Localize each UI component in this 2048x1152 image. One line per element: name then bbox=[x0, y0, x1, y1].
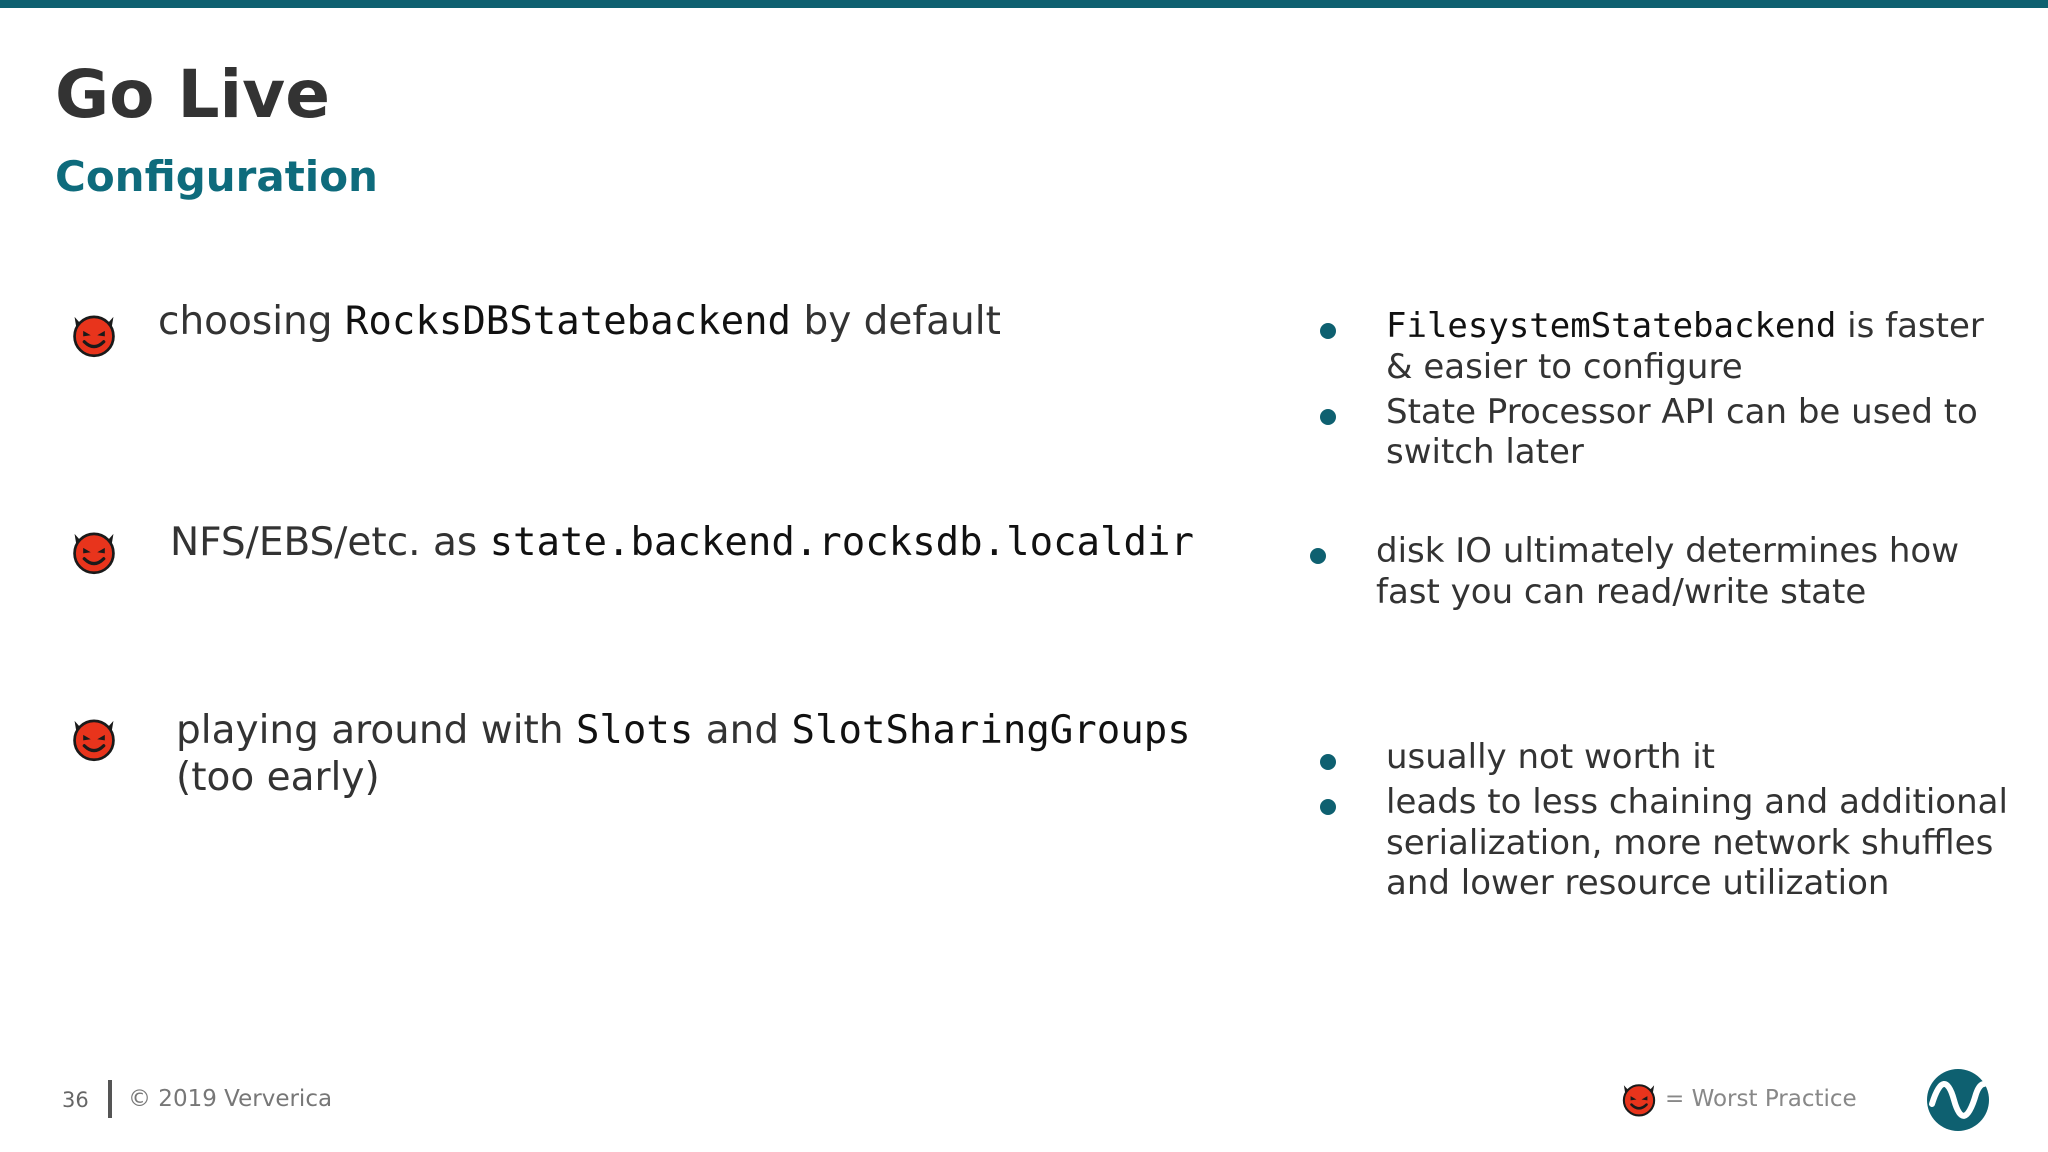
page-number: 36 bbox=[62, 1088, 89, 1112]
legend-label: = Worst Practice bbox=[1665, 1086, 1857, 1112]
devil-icon bbox=[67, 522, 121, 576]
worst-practice-text-2: NFS/EBS/etc. as state.backend.rocksdb.localdir bbox=[170, 520, 1194, 565]
worst-practice-text-3: playing around with Slots and SlotSharingGroups (too early) bbox=[176, 708, 1191, 800]
bullet-dot bbox=[1320, 799, 1336, 815]
bullet-dot bbox=[1320, 754, 1336, 770]
worst-practice-text-1: choosing RocksDBStatebackend by default bbox=[158, 299, 1001, 344]
top-accent-bar bbox=[0, 0, 2048, 8]
devil-icon bbox=[1618, 1076, 1660, 1118]
slide-subtitle: Configuration bbox=[55, 152, 378, 201]
devil-icon bbox=[67, 305, 121, 359]
ververica-logo-icon bbox=[1926, 1068, 1990, 1132]
list-item: leads to less chaining and additional serialization, more network shuffles and lower resource utilization bbox=[1312, 782, 2012, 904]
list-item: usually not worth it bbox=[1312, 737, 2012, 778]
copyright: © 2019 Ververica bbox=[128, 1086, 333, 1112]
explanation-list-2 bbox=[1302, 531, 2012, 617]
explanation-list-3 bbox=[1312, 737, 2012, 908]
footer-divider bbox=[108, 1080, 112, 1118]
bullet-dot bbox=[1310, 548, 1326, 564]
slide-title: Go Live bbox=[55, 56, 330, 133]
explanation-list-1 bbox=[1312, 306, 2012, 477]
list-item: State Processor API can be used to switch later bbox=[1312, 392, 2012, 474]
bullet-dot bbox=[1320, 409, 1336, 425]
devil-icon bbox=[67, 709, 121, 763]
bullet-dot bbox=[1320, 323, 1336, 339]
list-item: disk IO ultimately determines how fast you can read/write state bbox=[1302, 531, 2012, 613]
list-item: FilesystemStatebackend is faster & easier to configure bbox=[1312, 306, 2012, 388]
